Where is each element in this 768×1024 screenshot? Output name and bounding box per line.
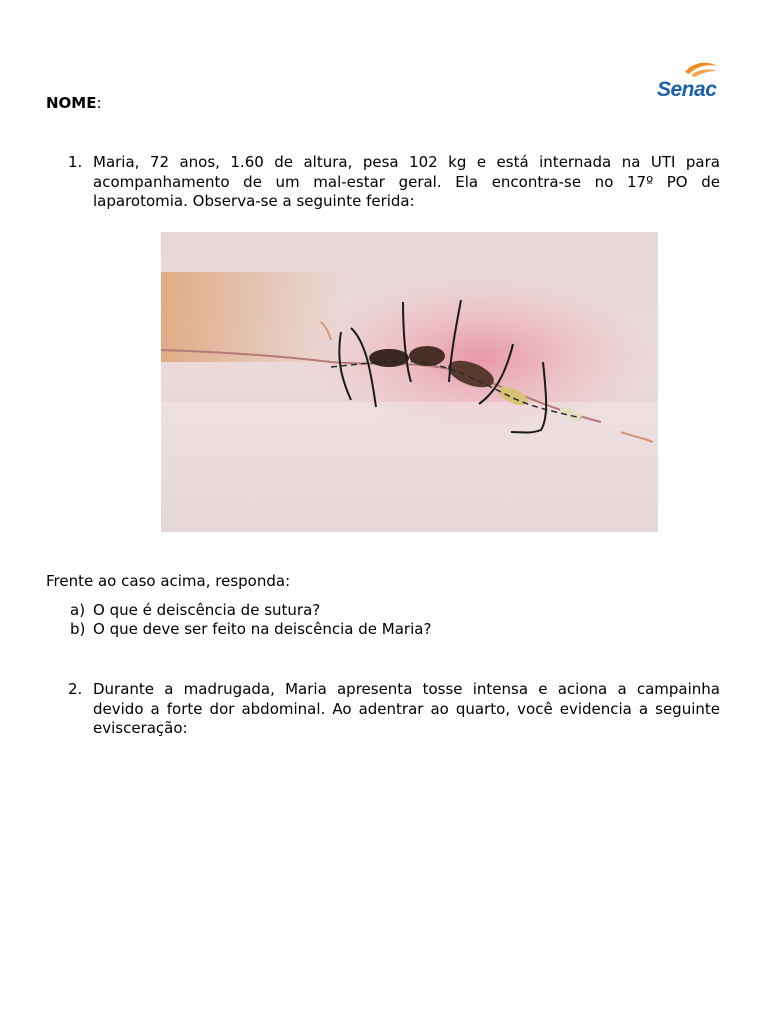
name-field: [46, 94, 102, 113]
question-2: [46, 680, 720, 739]
subquestion-b-label: b): [70, 620, 86, 638]
question-1-number: 1.: [68, 153, 83, 171]
name-colon: :: [96, 94, 102, 112]
question-2-number: 2.: [68, 680, 83, 698]
senac-logo-icon: [655, 58, 725, 100]
question-1-text: Maria, 72 anos, 1.60 de altura, pesa 102 kg e está internada na UTI para acompanhamento de um mal-estar geral. Ela encontra-se no 17º PO de laparotomia. Observa-se a seguinte ferida:: [93, 153, 720, 210]
logo-text: Senac: [657, 78, 717, 100]
question-2-text: Durante a madrugada, Maria apresenta tosse intensa e aciona a campainha devido a forte dor abdominal. Ao adentrar ao quarto, você evidencia a seguinte evisceração:: [93, 680, 720, 737]
sutured-wound-photo: [161, 232, 658, 532]
name-label: NOME: [46, 94, 97, 112]
subquestion-a-text: O que é deiscência de sutura?: [93, 601, 321, 619]
question-1: [46, 153, 720, 212]
prompt-text: Frente ao caso acima, responda:: [46, 572, 291, 590]
subquestion-a-label: a): [70, 601, 86, 619]
senac-logo: [655, 58, 725, 100]
subquestion-b-text: O que deve ser feito na deiscência de Maria?: [93, 620, 432, 638]
